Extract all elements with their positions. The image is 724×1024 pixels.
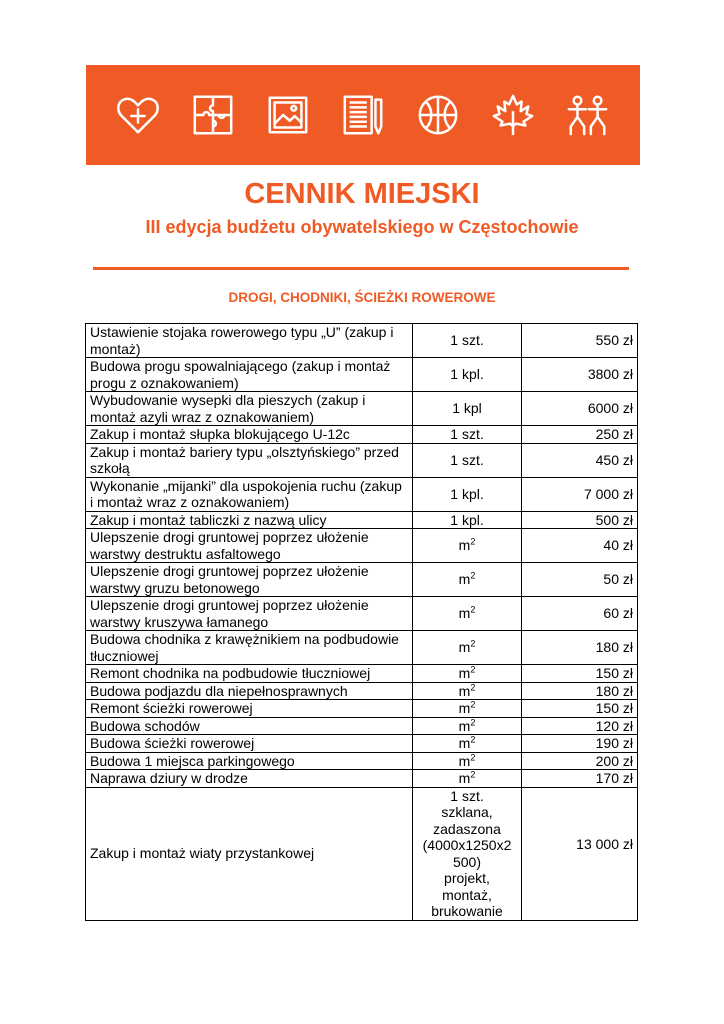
item-price: 40 zł: [522, 529, 638, 563]
item-unit: [413, 631, 522, 665]
item-unit: [413, 597, 522, 631]
item-unit: [413, 700, 522, 718]
item-price: 180 zł: [522, 631, 638, 665]
item-unit: [413, 735, 522, 753]
table-row: [86, 631, 638, 665]
unit-superscript: 2: [470, 681, 476, 692]
item-unit: [413, 511, 522, 529]
item-price: 50 zł: [522, 563, 638, 597]
table-row: [86, 665, 638, 683]
unit-superscript: 2: [470, 769, 476, 780]
unit-line: montaż,: [442, 886, 492, 903]
item-name: Wybudowanie wysepki dla pieszych (zakup i montaż azyli wraz z oznakowaniem): [86, 392, 413, 426]
item-unit: [413, 770, 522, 788]
item-price: 120 zł: [522, 717, 638, 735]
unit-text: m: [458, 605, 471, 622]
puzzle-icon: [190, 92, 236, 138]
unit-text: 1 kpl.: [450, 511, 484, 528]
item-price: 7 000 zł: [522, 477, 638, 511]
table-row: [86, 597, 638, 631]
children-icon: [565, 92, 611, 138]
table-row: [86, 752, 638, 770]
item-name: Remont chodnika na podbudowie tłuczniowej: [86, 665, 413, 683]
table-row: [86, 563, 638, 597]
item-price: 550 zł: [522, 324, 638, 358]
divider: [93, 267, 629, 270]
table-row: [86, 426, 638, 444]
unit-text: m: [458, 665, 471, 681]
item-name: Budowa progu spowalniającego (zakup i montaż progu z oznakowaniem): [86, 358, 413, 392]
item-name: Budowa podjazdu dla niepełnosprawnych: [86, 682, 413, 700]
item-name: Budowa ścieżki rowerowej: [86, 735, 413, 753]
unit-superscript: 2: [470, 570, 476, 581]
item-name: Ulepszenie drogi gruntowej poprzez ułożenie warstwy gruzu betonowego: [86, 563, 413, 597]
unit-text: m: [458, 682, 471, 699]
item-price: 250 zł: [522, 426, 638, 444]
table-row: [86, 717, 638, 735]
item-price: 180 zł: [522, 682, 638, 700]
table-row: [86, 477, 638, 511]
item-unit: [413, 529, 522, 563]
item-price: 13 000 zł: [522, 787, 638, 920]
page-title: CENNIK MIEJSKI: [244, 178, 480, 210]
item-name: Ustawienie stojaka rowerowego typu „U” (zakup i montaż): [86, 324, 413, 358]
unit-line: szklana,: [441, 804, 493, 820]
unit-superscript: 2: [470, 536, 476, 547]
item-price: 6000 zł: [522, 392, 638, 426]
item-name: Zakup i montaż bariery typu „olsztyńskiego” przed szkołą: [86, 443, 413, 477]
maple-leaf-icon: [490, 92, 536, 138]
item-price: 60 zł: [522, 597, 638, 631]
item-name: Zakup i montaż słupka blokującego U-12c: [86, 426, 413, 444]
item-unit: [413, 358, 522, 392]
item-unit: [413, 787, 522, 920]
unit-superscript: 2: [470, 604, 476, 615]
item-name: Remont ścieżki rowerowej: [86, 700, 413, 718]
item-price: 450 zł: [522, 443, 638, 477]
unit-text: m: [458, 571, 471, 588]
item-unit: [413, 682, 522, 700]
table-row: [86, 735, 638, 753]
section-heading: DROGI, CHODNIKI, ŚCIEŻKI ROWEROWE: [228, 290, 496, 305]
unit-text: 1 kpl.: [450, 485, 484, 502]
item-name: Ulepszenie drogi gruntowej poprzez ułożenie warstwy kruszywa łamanego: [86, 597, 413, 631]
table-row: [86, 358, 638, 392]
item-price: 150 zł: [522, 665, 638, 683]
unit-text: m: [458, 717, 471, 734]
basketball-icon: [415, 92, 461, 138]
unit-superscript: 2: [470, 716, 476, 727]
item-unit: [413, 752, 522, 770]
item-name: Ulepszenie drogi gruntowej poprzez ułożenie warstwy destruktu asfaltowego: [86, 529, 413, 563]
table-row: [86, 392, 638, 426]
unit-line: 500): [452, 853, 482, 870]
price-table: [85, 323, 638, 921]
item-price: 170 zł: [522, 770, 638, 788]
item-price: 150 zł: [522, 700, 638, 718]
item-price: 3800 zł: [522, 358, 638, 392]
page-subtitle: III edycja budżetu obywatelskiego w Częstochowie: [145, 217, 579, 237]
item-unit: [413, 665, 522, 683]
table-row: [86, 511, 638, 529]
item-unit: [413, 717, 522, 735]
table-row: [86, 770, 638, 788]
item-name: Budowa chodnika z krawężnikiem na podbudowie tłuczniowej: [86, 631, 413, 665]
picture-icon: [265, 92, 311, 138]
item-name: Zakup i montaż wiaty przystankowej: [86, 787, 413, 920]
unit-superscript: 2: [470, 638, 476, 649]
unit-line: zadaszona: [433, 820, 501, 837]
unit-text: m: [458, 752, 471, 769]
unit-line: projekt,: [444, 870, 490, 886]
unit-superscript: 2: [470, 734, 476, 745]
item-unit: [413, 443, 522, 477]
unit-text: 1 szt.: [450, 426, 484, 442]
item-unit: [413, 392, 522, 426]
item-unit: [413, 426, 522, 444]
item-name: Budowa 1 miejsca parkingowego: [86, 752, 413, 770]
unit-text: m: [458, 537, 471, 554]
unit-superscript: 2: [470, 751, 476, 762]
item-unit: [413, 324, 522, 358]
unit-text: 1 szt.: [450, 332, 484, 349]
table-row: [86, 700, 638, 718]
heart-plus-icon: [115, 92, 161, 138]
item-unit: [413, 477, 522, 511]
unit-text: m: [458, 770, 471, 786]
item-name: Zakup i montaż tabliczki z nazwą ulicy: [86, 511, 413, 529]
table-row: [86, 443, 638, 477]
unit-text: m: [458, 735, 471, 751]
unit-line: 1 szt.: [450, 787, 484, 804]
item-price: 190 zł: [522, 735, 638, 753]
unit-text: m: [458, 639, 471, 656]
unit-line: (4000x1250x2: [422, 837, 512, 853]
item-name: Naprawa dziury w drodze: [86, 770, 413, 788]
table-row: [86, 529, 638, 563]
unit-superscript: 2: [470, 699, 476, 710]
unit-text: m: [458, 700, 471, 716]
unit-line: brukowanie: [431, 903, 503, 919]
item-name: Wykonanie „mijanki” dla uspokojenia ruchu (zakup i montaż wraz z oznakowaniem): [86, 477, 413, 511]
item-price: 500 zł: [522, 511, 638, 529]
item-name: Budowa schodów: [86, 717, 413, 735]
header-banner: [86, 65, 640, 165]
table-row: [86, 682, 638, 700]
notepad-pencil-icon: [340, 92, 386, 138]
unit-text: 1 szt.: [450, 451, 484, 468]
item-price: 200 zł: [522, 752, 638, 770]
table-row: [86, 787, 638, 920]
unit-text: 1 kpl: [452, 400, 482, 417]
unit-text: 1 kpl.: [450, 366, 484, 383]
item-unit: [413, 563, 522, 597]
unit-superscript: 2: [470, 664, 476, 675]
table-row: [86, 324, 638, 358]
